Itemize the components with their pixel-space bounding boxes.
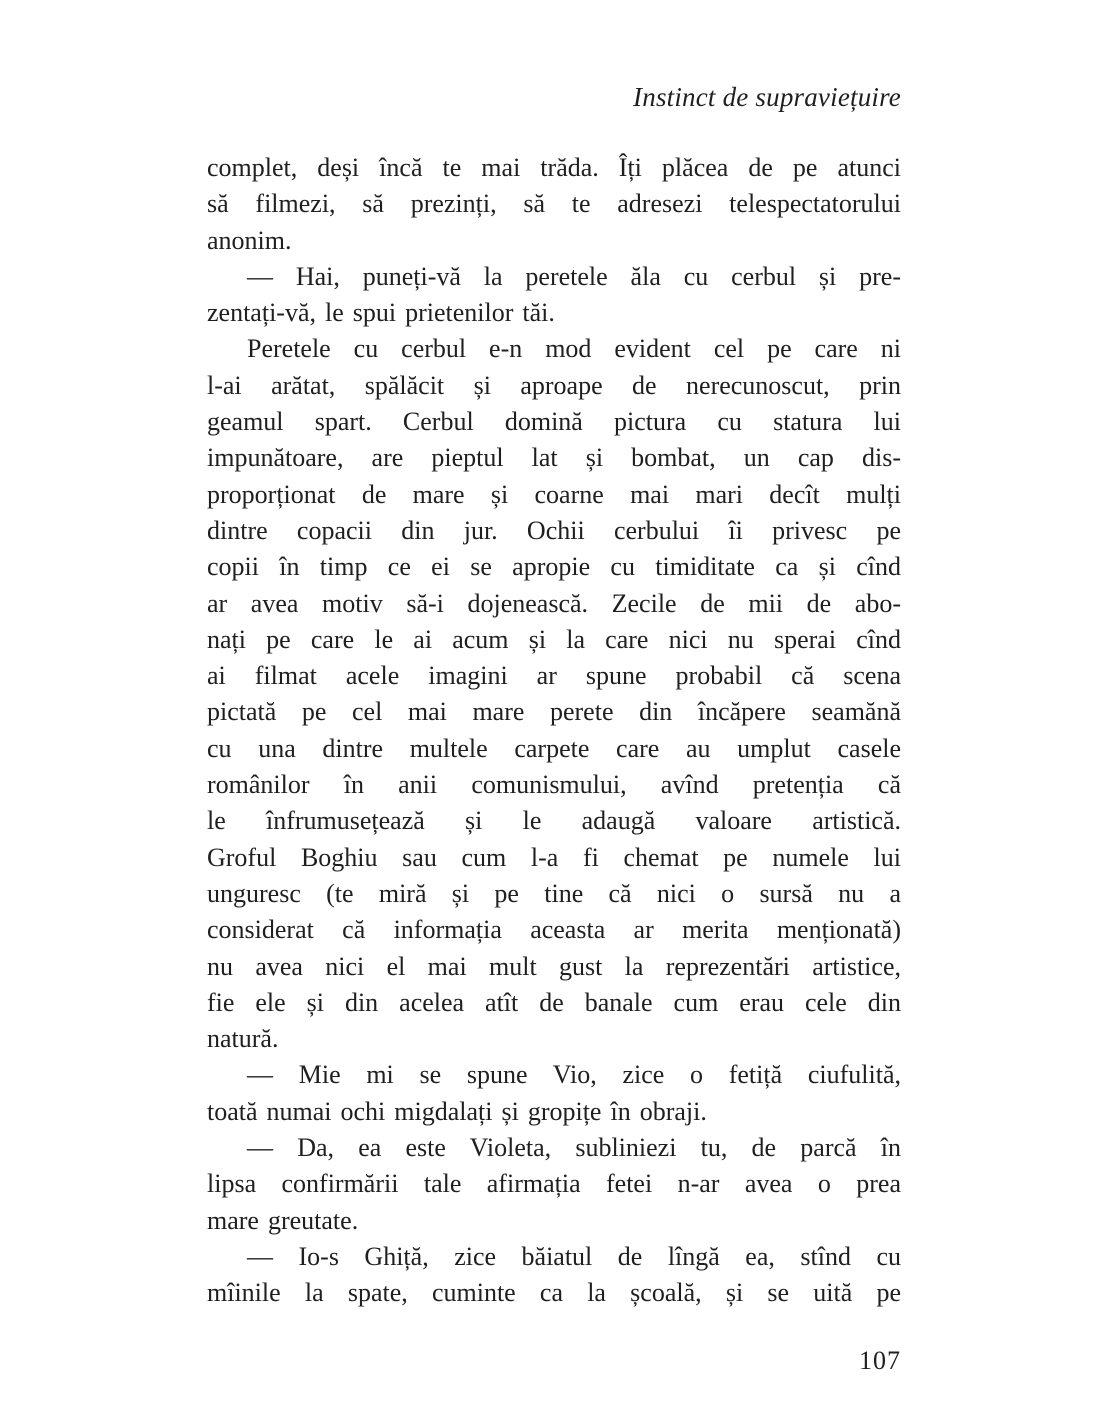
page-number: 107	[859, 1346, 901, 1375]
text-line: mîinile la spate, cuminte ca la școală, și se uită pe	[207, 1278, 901, 1308]
text-line: Peretele cu cerbul e-n mod evident cel pe care ni	[247, 334, 901, 364]
text-line: unguresc (te miră și pe tine că nici o sursă nu a	[207, 878, 901, 908]
text-line: nu avea nici el mai mult gust la reprezentări artistice,	[207, 951, 901, 981]
text-line: geamul spart. Cerbul domină pictura cu statura lui	[207, 407, 901, 437]
text-line: — Mie mi se spune Vio, zice o fetiță ciufulită,	[247, 1060, 901, 1090]
text-line: să filmezi, să prezinți, să te adresezi telespectatorului	[207, 189, 901, 219]
text-line: mare greutate.	[207, 1205, 359, 1235]
text-line: complet, deși încă te mai trăda. Îți plăcea de pe atunci	[207, 153, 901, 182]
text-line: proporționat de mare și coarne mai mari decît mulți	[207, 479, 901, 509]
text-line: impunătoare, are pieptul lat și bombat, un cap dis-	[207, 443, 901, 473]
text-line: zentați-vă, le spui prietenilor tăi.	[207, 298, 555, 328]
text-line: l-ai arătat, spălăcit și aproape de nerecunoscut, prin	[207, 370, 901, 400]
text-line: considerat că informația aceasta ar merita menționată)	[207, 915, 901, 945]
text-line: pictată pe cel mai mare perete din încăpere seamănă	[207, 697, 901, 727]
text-block	[207, 150, 901, 1312]
text-line: copii în timp ce ei se apropie cu timiditate ca și cînd	[207, 552, 901, 582]
text-line: ar avea motiv să-i dojenească. Zecile de mii de abo-	[207, 588, 901, 618]
text-line: dintre copacii din jur. Ochii cerbului îi privesc pe	[207, 515, 901, 545]
text-line: toată numai ochi migdalați și gropițe în obraji.	[207, 1096, 707, 1126]
text-line: ai filmat acele imagini ar spune probabil că scena	[207, 661, 901, 691]
text-line: le înfrumusețează și le adaugă valoare artistică.	[207, 806, 901, 836]
text-line: nați pe care le ai acum și la care nici nu sperai cînd	[207, 624, 901, 654]
text-line: românilor în anii comunismului, avînd pretenția că	[207, 770, 901, 800]
text-line: — Hai, puneți-vă la peretele ăla cu cerbul și pre-	[247, 261, 901, 291]
text-line: — Io-s Ghiță, zice băiatul de lîngă ea, stînd cu	[247, 1241, 901, 1271]
text-line: — Da, ea este Violeta, subliniezi tu, de parcă în	[247, 1133, 901, 1163]
text-line: fie ele și din acelea atît de banale cum erau cele din	[207, 987, 901, 1017]
text-line: natură.	[207, 1024, 279, 1054]
running-header: Instinct de supraviețuire	[633, 82, 901, 112]
text-line: cu una dintre multele carpete care au umplut casele	[207, 733, 901, 763]
text-line: lipsa confirmării tale afirmația fetei n-ar avea o prea	[207, 1169, 901, 1199]
text-line: Groful Boghiu sau cum l-a fi chemat pe numele lui	[207, 842, 901, 872]
text-line: anonim.	[207, 225, 292, 255]
